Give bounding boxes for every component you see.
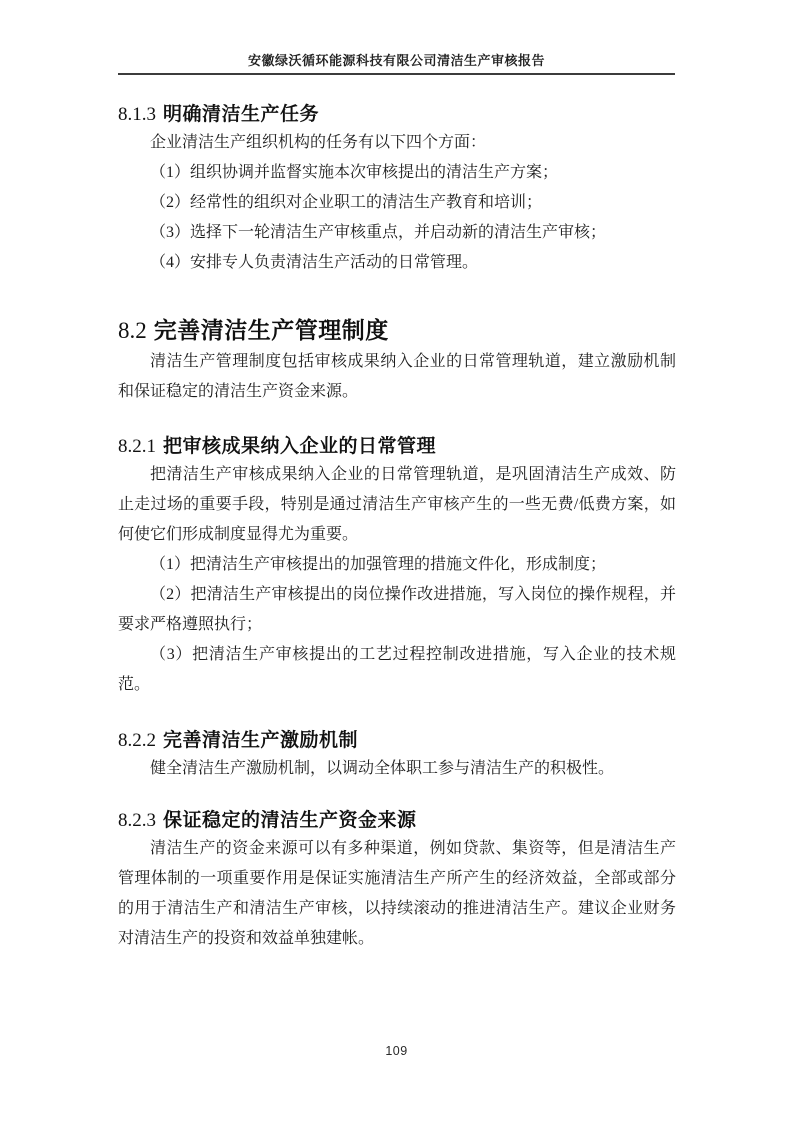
list-item: （4）安排专人负责清洁生产活动的日常管理。 — [150, 254, 479, 271]
section-title: 完善清洁生产管理制度 — [153, 317, 389, 343]
section-title: 明确清洁生产任务 — [163, 104, 320, 125]
section-heading-8-2-3 — [118, 808, 676, 834]
section-heading-8-2-2 — [118, 728, 676, 754]
document-body — [118, 102, 676, 954]
section-title: 完善清洁生产激励机制 — [163, 730, 359, 751]
section-number: 8.2.1 — [118, 436, 156, 457]
list-item: （2）经常性的组织对企业职工的清洁生产教育和培训； — [150, 194, 543, 211]
section-number: 8.2.2 — [118, 730, 156, 751]
paragraph-funding: 清洁生产的资金来源可以有多种渠道，例如贷款、集资等，但是清洁生产管理体制的一项重要作用是保证实施清洁生产所产生的经济效益，全部或部分的用于清洁生产和清洁生产审核，以持续滚动的推进清洁生产。建议企业财务对清洁生产的投资和效益单独建帐。 — [118, 840, 676, 947]
section-heading-8-2-1 — [118, 434, 676, 460]
list-item: （3）选择下一轮清洁生产审核重点，并启动新的清洁生产审核； — [150, 224, 607, 241]
report-title: 安徽绿沃循环能源科技有限公司清洁生产审核报告 — [247, 53, 545, 68]
paragraph-tasks-intro: 企业清洁生产组织机构的任务有以下四个方面： — [150, 134, 487, 151]
paragraph-management-system: 清洁生产管理制度包括审核成果纳入企业的日常管理轨道，建立激励机制和保证稳定的清洁生产资金来源。 — [118, 353, 676, 400]
section-number: 8.2 — [118, 318, 147, 343]
list-item: （1）组织协调并监督实施本次审核提出的清洁生产方案； — [150, 164, 559, 181]
section-title: 保证稳定的清洁生产资金来源 — [163, 810, 417, 831]
paragraph-daily-management: 把清洁生产审核成果纳入企业的日常管理轨道，是巩固清洁生产成效、防止走过场的重要手段，特别是通过清洁生产审核产生的一些无费/低费方案，如何使它们形成制度显得尤为重要。 — [118, 466, 676, 543]
measure-list — [118, 550, 676, 700]
page-number: 109 — [385, 1044, 408, 1058]
section-heading-8-2 — [118, 314, 676, 347]
paragraph-incentive: 健全清洁生产激励机制，以调动全体职工参与清洁生产的积极性。 — [150, 760, 615, 777]
header-rule — [118, 73, 675, 75]
running-header — [118, 0, 675, 70]
list-item: （3）把清洁生产审核提出的工艺过程控制改进措施，写入企业的技术规范。 — [118, 646, 676, 693]
page-footer — [0, 1042, 793, 1060]
task-list — [118, 158, 676, 278]
section-number: 8.1.3 — [118, 104, 156, 125]
list-item: （1）把清洁生产审核提出的加强管理的措施文件化，形成制度； — [150, 556, 607, 573]
section-number: 8.2.3 — [118, 810, 156, 831]
section-heading-8-1-3 — [118, 102, 676, 128]
list-item: （2）把清洁生产审核提出的岗位操作改进措施，写入岗位的操作规程，并要求严格遵照执行； — [118, 586, 676, 633]
section-title: 把审核成果纳入企业的日常管理 — [163, 436, 437, 457]
